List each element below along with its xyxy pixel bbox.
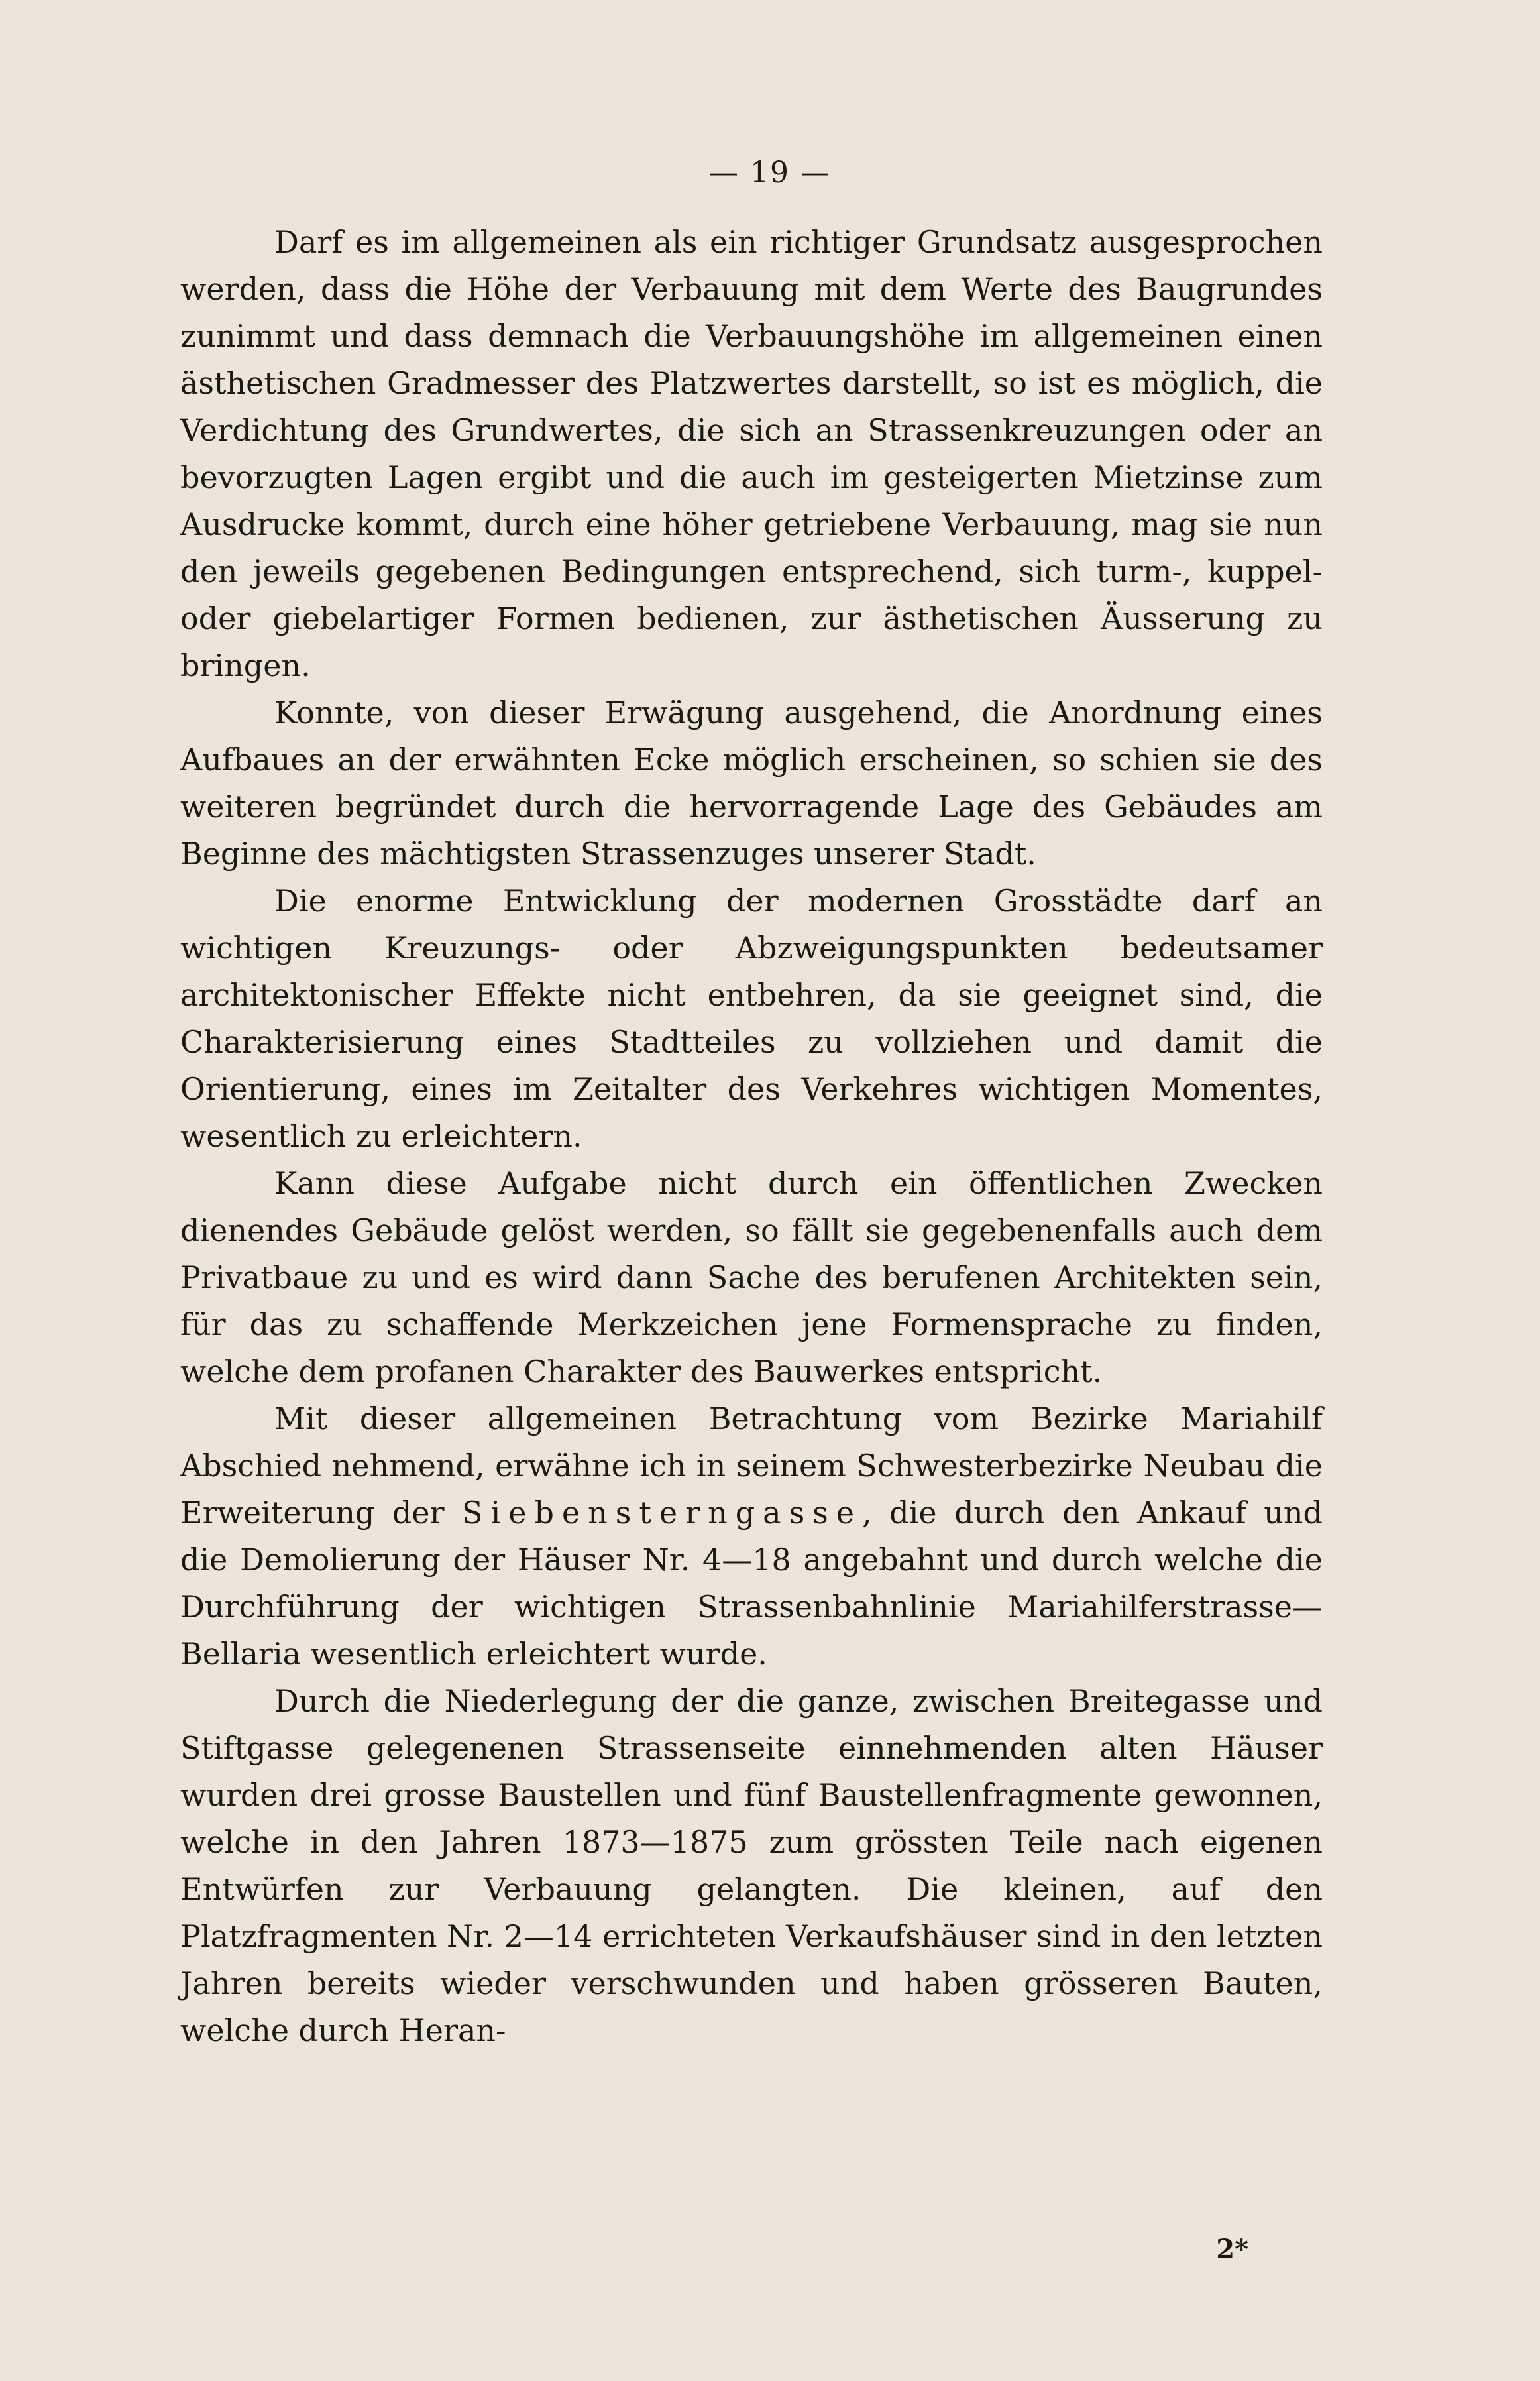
paragraph: Die enorme Entwicklung der modernen Grosstädte darf an wichtigen Kreuzungs- oder Abzweigungspunkten bedeutsamer architektonischer Effekte nicht entbehren, da sie geeignet sind, die Charakterisierung eines Stadtteiles zu vollziehen und damit die Orientierung, eines im Zeitalter des Verkehres wichtigen Momentes, wesentlich zu erleichtern. <box>180 883 1323 1154</box>
paragraph: Kann diese Aufgabe nicht durch ein öffentlichen Zwecken dienendes Gebäude gelöst werden, so fällt sie gegebenenfalls auch dem Privatbaue zu und es wird dann Sache des berufenen Architekten sein, für das zu schaffende Merkzeichen jene Formensprache zu finden, welche dem profanen Charakter des Bauwerkes entspricht. <box>180 1165 1323 1389</box>
street-name-spaced: Siebensterngasse <box>462 1495 863 1531</box>
paragraph-text: Mit dieser allgemeinen Betrachtung vom Bezirke Mariahilf Abschied nehmend, erwähne ich in seinem Schwesterbezirke Neubau die Erweiterung der <box>180 1401 1323 1531</box>
paragraph: Darf es im allgemeinen als ein richtiger Grundsatz ausgesprochen werden, dass die Höhe der Verbauung mit dem Werte des Baugrundes zunimmt und dass demnach die Verbauungshöhe im allgemeinen einen ästhetischen Gradmesser des Platzwertes darstellt, so ist es möglich, die Verdichtung des Grundwertes, die sich an Strassenkreuzungen oder an bevorzugten Lagen ergibt und die auch im gesteigerten Mietzinse zum Ausdrucke kommt, durch eine höher getriebene Verbauung, mag sie nun den jeweils gegebenen Bedingungen entsprechend, sich turm-, kuppel- oder giebelartiger Formen bedienen, zur ästhetischen Äusserung zu bringen. <box>180 224 1323 683</box>
paragraph-text: , die durch den Ankauf und die Demolierung der Häuser Nr. 4—18 angebahnt und durch welche die Durchführung der wichtigen Strassenbahnlinie Mariahilferstrasse—Bellaria wesentlich erleichtert wurde. <box>180 1495 1323 1672</box>
signature-mark: 2* <box>1216 2234 1248 2265</box>
body-text <box>180 219 1323 2054</box>
page-number: — 19 — <box>709 156 831 190</box>
paragraph <box>180 1395 1323 1678</box>
paragraph: Konnte, von dieser Erwägung ausgehend, die Anordnung eines Aufbaues an der erwähnten Ecke möglich erscheinen, so schien sie des weiteren begründet durch die hervorragende Lage des Gebäudes am Beginne des mächtigsten Strassenzuges unserer Stadt. <box>180 695 1323 872</box>
paragraph: Durch die Niederlegung der die ganze, zwischen Breitegasse und Stiftgasse gelegenenen Strassenseite einnehmenden alten Häuser wurden drei grosse Baustellen und fünf Baustellenfragmente gewonnen, welche in den Jahren 1873—1875 zum grössten Teile nach eigenen Entwürfen zur Verbauung gelangten. Die kleinen, auf den Platzfragmenten Nr. 2—14 errichteten Verkaufshäuser sind in den letzten Jahren bereits wieder verschwunden und haben grösseren Bauten, welche durch Heran- <box>180 1683 1323 2048</box>
